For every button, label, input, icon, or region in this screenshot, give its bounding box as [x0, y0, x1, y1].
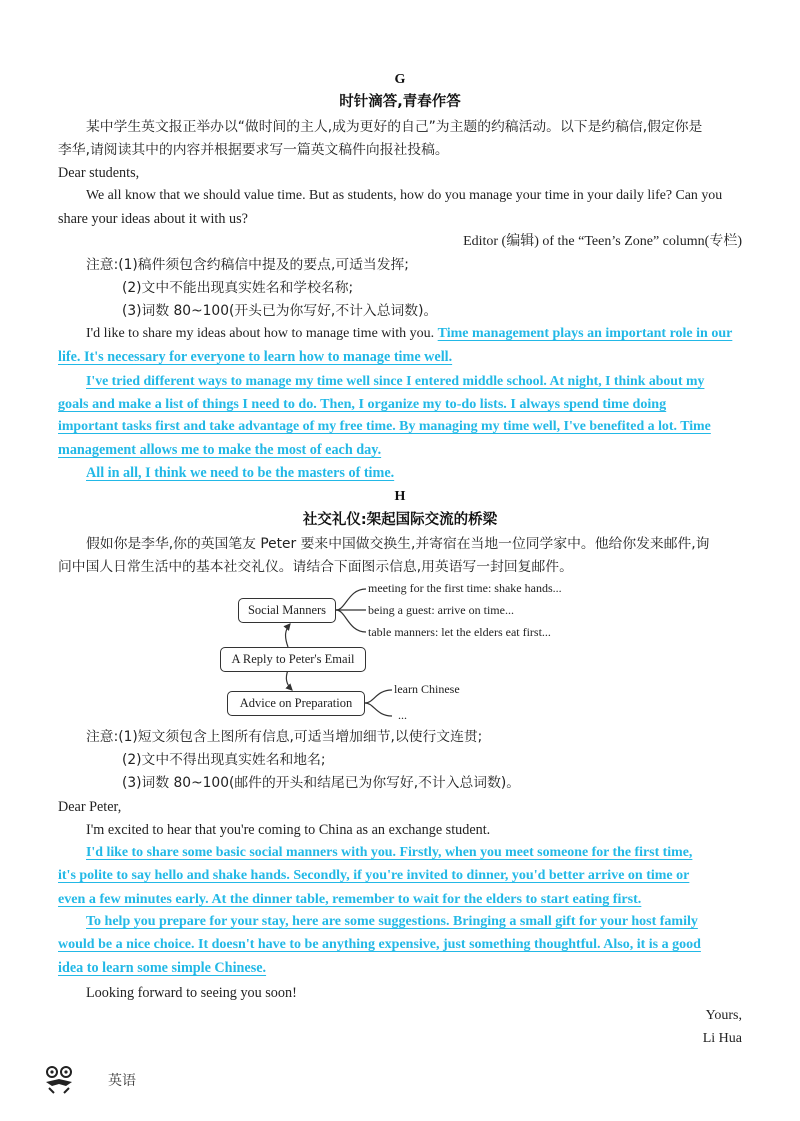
section-g-salutation: Dear students, [58, 165, 140, 181]
section-g-note-3: (3)词数 80~100(开头已为你写好,不计入总词数)。 [122, 303, 438, 319]
section-h-answer-4: To help you prepare for your stay, here are some suggestions. Bringing a small gift for your host family [86, 914, 698, 929]
branch-learn-chinese: learn Chinese [394, 682, 460, 696]
section-h-letter: H [394, 489, 406, 504]
section-g-answer-5: important tasks first and take advantage of my free time. By managing my time well, I've benefited a lot. Time [58, 419, 711, 434]
branch-more: ... [398, 708, 407, 722]
section-h-salutation: Dear Peter, [58, 799, 122, 815]
section-g-answer-4: goals and make a list of things I need to do. Then, I organize my to-do lists. I always spend time doing [58, 396, 667, 412]
section-h-answer-5: would be a nice choice. It doesn't have to be anything expensive, just something thoughtful. Also, it is a good [58, 937, 701, 952]
connector-middle-to-bottom [286, 670, 292, 690]
section-h-intro-2: 问中国人日常生活中的基本社交礼仪。请结合下面图示信息,用英语写一封回复邮件。 [58, 559, 573, 575]
section-g-essay-start: I'd like to share my ideas about how to manage time with you. [86, 326, 435, 341]
section-h-closing: Looking forward to seeing you soon! [86, 985, 297, 1001]
advice-preparation-box: Advice on Preparation [227, 691, 365, 716]
section-h-answer-1: I'd like to share some basic social manners with you. Firstly, when you meet someone for the first time, [86, 845, 693, 860]
connector-bottom-branch-2 [365, 703, 392, 716]
social-manners-box: Social Manners [238, 598, 336, 623]
section-g-note-2: (2)文中不能出现真实姓名和学校名称; [122, 280, 354, 296]
section-g-title: 时针滴答,青春作答 [339, 94, 461, 110]
section-h-name: Li Hua [702, 1031, 742, 1046]
section-h-note-3: (3)词数 80~100(邮件的开头和结尾已为你写好,不计入总词数)。 [122, 775, 521, 791]
connector-top-branch-1 [336, 589, 366, 610]
section-g-note-1: 注意:(1)稿件须包含约稿信中提及的要点,可适当发挥; [86, 257, 409, 273]
section-h-opening: I'm excited to hear that you're coming to China as an exchange student. [86, 822, 491, 838]
section-h-yours: Yours, [705, 1008, 742, 1023]
section-h-intro-1: 假如你是李华,你的英国笔友 Peter 要来中国做交换生,并寄宿在当地一位同学家中。他给你发来邮件,询 [86, 536, 710, 552]
section-h-note-1: 注意:(1)短文须包含上图所有信息,可适当增加细节,以使行文连贯; [86, 729, 483, 745]
section-g-intro-1: 某中学生英文报正举办以“做时间的主人,成为更好的自己”为主题的约稿活动。以下是约稿信,假定你是 [86, 119, 703, 135]
section-g-signoff: Editor (编辑) of the “Teen’s Zone” column(专栏) [463, 234, 742, 249]
connector-bottom-branch-1 [365, 690, 392, 703]
footer-subject: 英语 [108, 1073, 136, 1089]
mascot-logo-icon [40, 1062, 80, 1096]
section-g-letter: G [394, 72, 406, 87]
section-h-answer-2: it's polite to say hello and shake hands. Secondly, if you're invited to dinner, you'd better arrive on time or [58, 868, 690, 883]
section-g-answer-2: life. It's necessary for everyone to learn how to manage time well. [58, 349, 453, 365]
section-g-answer-3: I've tried different ways to manage my time well since I entered middle school. At night, I think about my [86, 373, 705, 388]
branch-being-guest: being a guest: arrive on time... [368, 603, 514, 617]
section-g-answer-6: management allows me to make the most of each day. [58, 442, 382, 458]
section-h-answer-6: idea to learn some simple Chinese. [58, 960, 267, 976]
section-g-answer-1: Time management plays an important role in our [437, 326, 733, 341]
branch-table-manners: table manners: let the elders eat first... [368, 625, 551, 639]
section-g-intro-2: 李华,请阅读其中的内容并根据要求写一篇英文稿件向报社投稿。 [58, 142, 449, 158]
section-h-note-2: (2)文中不得出现真实姓名和地名; [122, 752, 326, 768]
section-h-answer-3: even a few minutes early. At the dinner table, remember to wait for the elders to start eating first. [58, 891, 642, 907]
connector-middle-to-top [286, 624, 290, 647]
connector-top-branch-3 [336, 610, 366, 632]
section-g-body-2: share your ideas about it with us? [58, 211, 248, 227]
reply-email-box: A Reply to Peter's Email [220, 647, 366, 672]
section-g-body-1: We all know that we should value time. But as students, how do you manage your time in your daily life? Can you [86, 188, 723, 203]
section-h-title: 社交礼仪:架起国际交流的桥梁 [302, 512, 498, 528]
section-g-answer-7: All in all, I think we need to be the masters of time. [86, 465, 395, 481]
branch-first-meeting: meeting for the first time: shake hands... [368, 581, 562, 595]
